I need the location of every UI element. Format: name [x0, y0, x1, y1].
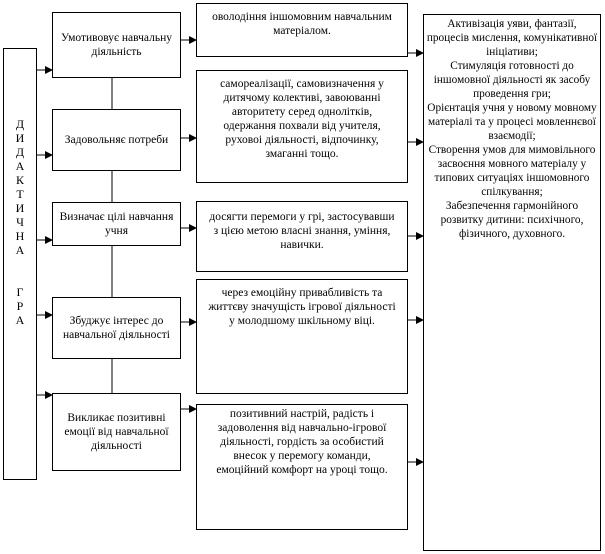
label-letter: А [15, 243, 25, 257]
outcome-item: Стимуляція готовності до іншомовної діяльності як засобу проведення гри; [433, 60, 591, 100]
label-letter: И [15, 131, 25, 145]
label-letter: Д [15, 145, 25, 159]
label-letter: Д [15, 117, 25, 131]
detail-text: оволодіння іншомовним навчальним матеріалом. [212, 11, 392, 37]
detail-box-self-realization [196, 70, 408, 183]
detail-box-emotional-appeal [196, 279, 408, 394]
detail-box-positive-mood [196, 404, 408, 530]
label-letter: Р [16, 299, 24, 313]
didactic-game-label [3, 48, 37, 480]
label-letter: И [15, 201, 25, 215]
detail-text: через емоційну привабливість та життєву значущість ігрової діяльності у молодшому шкільному віці. [208, 287, 396, 327]
function-box-satisfies-needs [52, 109, 181, 171]
function-text: Збуджує інтерес до навчальної діяльності [62, 315, 171, 341]
detail-text: самореалізації, самовизначення у дитячому колективі, завоюванні авторитету серед однолітків, одержання похвали від учителя, руховоі діяльності, відпочинку, змаганні тощо. [220, 78, 384, 160]
function-box-positive-emotions [52, 393, 181, 471]
function-text: Задовольняє потреби [64, 134, 169, 146]
label-letter: Т [16, 187, 24, 201]
outcome-item: Забезпечення гармонійного розвитку дитини: психічного, фізичного, духовного. [440, 200, 584, 240]
function-box-arouses-interest [52, 297, 181, 359]
label-letter: К [15, 173, 24, 187]
function-text: Визначає цілі навчання учня [59, 211, 174, 237]
label-letter: Ч [16, 215, 24, 229]
outcome-item: Створення умов для мимовільного засвоєння мовного матеріалу у типових ситуаціях іншомовного спілкування; [428, 144, 596, 198]
function-box-defines-goals [52, 202, 181, 246]
outcome-item: Активізація уяви, фантазії, процесів мислення, комунікативної ініціативи; [426, 18, 598, 58]
label-to-function-arrows [37, 70, 52, 395]
function-text: Умотивовує навчальну діяльність [60, 32, 172, 58]
detail-box-mastering-material [196, 3, 408, 57]
outcomes-box [423, 14, 601, 551]
detail-box-win-game [196, 201, 408, 272]
function-to-detail-arrows [181, 40, 196, 409]
detail-text: досягти перемоги у грі, застосувавши з цією метою власні знання, уміння, навички. [209, 211, 395, 251]
label-letter: Г [16, 285, 24, 299]
label-letter: А [15, 159, 25, 173]
function-text: Викликає позитивні емоції від навчальної діяльності [64, 412, 169, 452]
detail-text: позитивний настрій, радість і задоволення від навчально-ігрової діяльності, гордість за особистий внесок у перемогу команди, емоційний комфорт на уроці тощо. [216, 408, 388, 476]
function-box-motivates [52, 12, 181, 78]
detail-to-outcome-arrows [408, 53, 423, 462]
outcome-item: Орієнтація учня у новому мовному матеріалі та у процесі мовленнєвої взаємодії; [427, 102, 597, 142]
label-letter: А [15, 313, 25, 327]
label-letter: Н [15, 229, 25, 243]
